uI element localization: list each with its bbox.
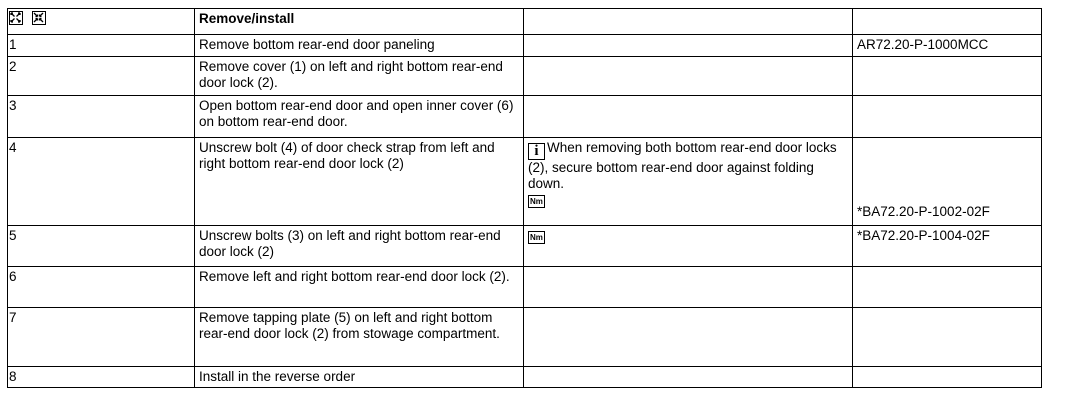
step-note — [524, 96, 853, 138]
info-icon: i — [528, 143, 545, 160]
step-reference — [853, 308, 1042, 367]
step-text: Remove cover (1) on left and right bottom rear-end door lock (2). — [195, 57, 524, 96]
step-note — [524, 226, 853, 267]
header-title: Remove/install — [195, 9, 524, 35]
info-note — [528, 140, 848, 192]
step-text: Remove tapping plate (5) on left and right bottom rear-end door lock (2) from stowage compartment. — [195, 308, 524, 367]
step-row-4 — [8, 138, 1042, 226]
reference-link[interactable]: AR72.20-P-1000MCC — [857, 37, 989, 52]
step-text: Unscrew bolts (3) on left and right bottom rear-end door lock (2) — [195, 226, 524, 267]
step-row-8 — [8, 367, 1042, 388]
header-note-cell — [524, 9, 853, 35]
step-number: 8 — [8, 367, 195, 388]
step-reference — [853, 367, 1042, 388]
removal-symbol-icon — [9, 11, 23, 25]
header-icons-cell — [8, 9, 195, 35]
step-row-6 — [8, 267, 1042, 308]
step-note — [524, 138, 853, 226]
info-note-text: When removing both bottom rear-end door locks (2), secure bottom rear-end door against folding down. — [528, 140, 837, 191]
step-number: 4 — [8, 138, 195, 226]
step-note — [524, 57, 853, 96]
header-row — [8, 9, 1042, 35]
step-text: Remove left and right bottom rear-end door lock (2). — [195, 267, 524, 308]
torque-nm-icon[interactable]: Nm — [530, 233, 543, 242]
torque-nm-icon[interactable]: Nm — [530, 197, 543, 206]
step-reference[interactable] — [853, 35, 1042, 57]
step-note — [524, 367, 853, 388]
step-number: 2 — [8, 57, 195, 96]
step-text: Unscrew bolt (4) of door check strap from left and right bottom rear-end door lock (2) — [195, 138, 524, 226]
step-row-3 — [8, 96, 1042, 138]
step-reference — [853, 96, 1042, 138]
step-number: 7 — [8, 308, 195, 367]
step-reference — [853, 267, 1042, 308]
step-row-7 — [8, 308, 1042, 367]
step-number: 5 — [8, 226, 195, 267]
step-row-1 — [8, 35, 1042, 57]
step-note — [524, 267, 853, 308]
procedure-table — [7, 8, 1042, 388]
step-text: Remove bottom rear-end door paneling — [195, 35, 524, 57]
header-ref-cell — [853, 9, 1042, 35]
step-text: Open bottom rear-end door and open inner cover (6) on bottom rear-end door. — [195, 96, 524, 138]
step-number: 1 — [8, 35, 195, 57]
step-note — [524, 35, 853, 57]
installation-symbol-icon — [32, 11, 46, 25]
step-row-5 — [8, 226, 1042, 267]
step-row-2 — [8, 57, 1042, 96]
reference-link[interactable]: *BA72.20-P-1002-02F — [857, 204, 990, 219]
step-number: 3 — [8, 96, 195, 138]
reference-link[interactable]: *BA72.20-P-1004-02F — [857, 228, 990, 243]
step-number: 6 — [8, 267, 195, 308]
step-text: Install in the reverse order — [195, 367, 524, 388]
step-reference[interactable] — [853, 226, 1042, 267]
step-reference[interactable] — [853, 138, 1042, 226]
step-note — [524, 308, 853, 367]
step-reference — [853, 57, 1042, 96]
